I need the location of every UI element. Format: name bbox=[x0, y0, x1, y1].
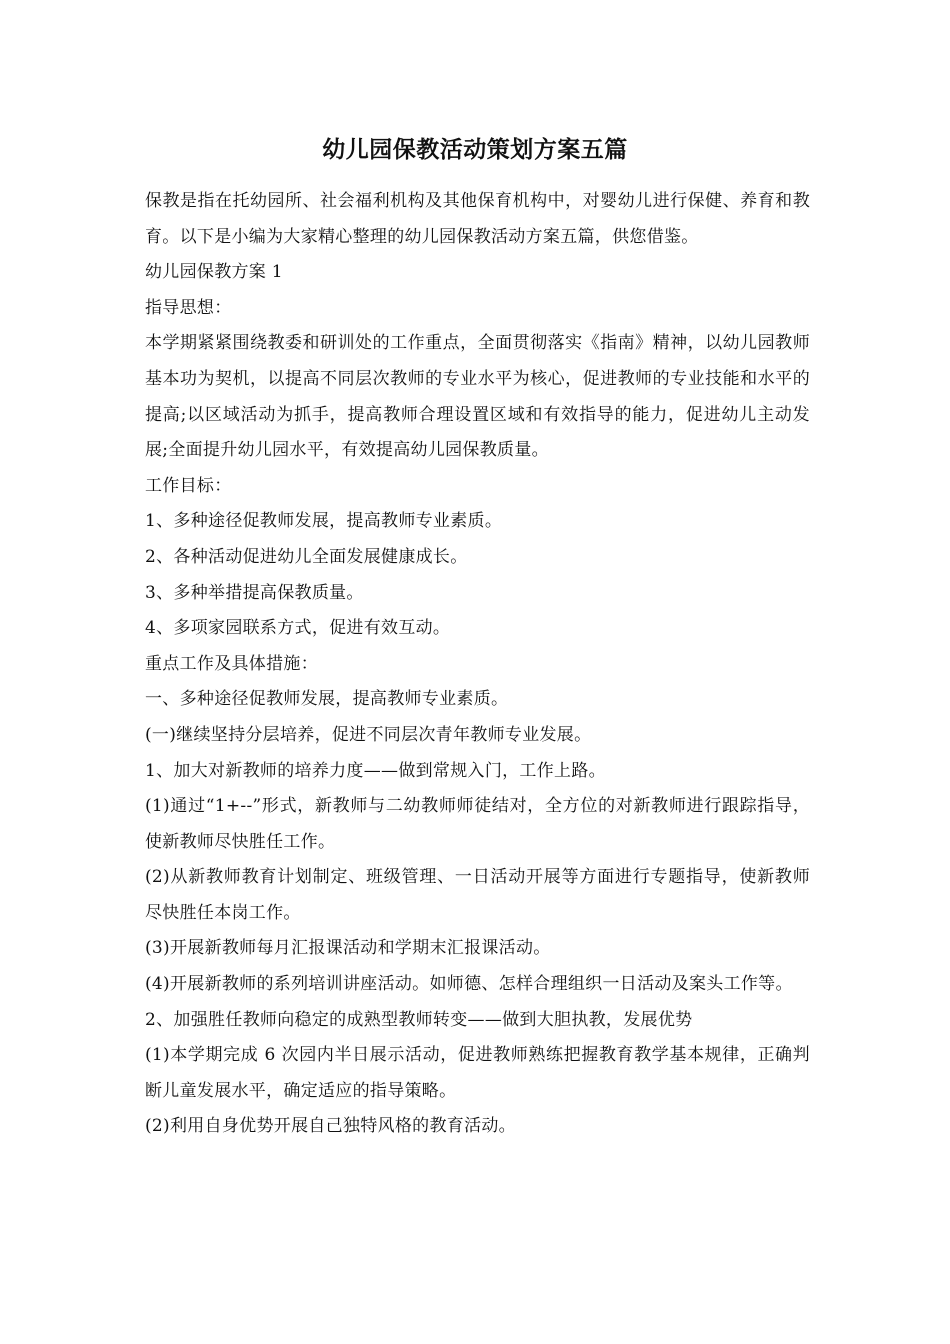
paragraph-plan-heading: 幼儿园保教方案 1 bbox=[145, 262, 283, 283]
paragraph-item-1-4: (4)开展新教师的系列培训讲座活动。如师德、怎样合理组织一日活动及案头工作等。 bbox=[145, 974, 793, 995]
paragraph-goals-heading: 工作目标： bbox=[145, 475, 232, 496]
paragraph-intro: 保教是指在托幼园所、社会福利机构及其他保育机构中，对婴幼儿进行保健、养育和教育。以下是小编为大家精心整理的幼儿园保教活动方案五篇，供您借鉴。 bbox=[145, 191, 810, 247]
paragraph-item-2-2: (2)利用自身优势开展自己独特风格的教育活动。 bbox=[145, 1116, 516, 1137]
paragraph-section-1: 一、多种途径促教师发展，提高教师专业素质。 bbox=[145, 689, 509, 710]
paragraph-goal-2: 2、各种活动促进幼儿全面发展健康成长。 bbox=[145, 546, 468, 567]
paragraph-item-1: 1、加大对新教师的培养力度——做到常规入门，工作上路。 bbox=[145, 760, 606, 781]
paragraph-item-1-2: (2)从新教师教育计划制定、班级管理、一日活动开展等方面进行专题指导，使新教师尽快胜任本岗工作。 bbox=[145, 867, 810, 923]
document-body bbox=[145, 184, 810, 1145]
paragraph-guiding-heading: 指导思想： bbox=[145, 297, 232, 318]
paragraph-guiding-text: 本学期紧紧围绕教委和研训处的工作重点，全面贯彻落实《指南》精神，以幼儿园教师基本功为契机，以提高不同层次教师的专业水平为核心，促进教师的专业技能和水平的提高;以区域活动为抓手，提高教师合理设置区域和有效指导的能力，促进幼儿主动发展;全面提升幼儿园水平，有效提高幼儿园保教质量。 bbox=[145, 333, 810, 461]
paragraph-measures-heading: 重点工作及具体措施： bbox=[145, 653, 318, 674]
paragraph-item-2: 2、加强胜任教师向稳定的成熟型教师转变——做到大胆执教，发展优势 bbox=[145, 1009, 693, 1030]
paragraph-subsection-1: (一)继续坚持分层培养，促进不同层次青年教师专业发展。 bbox=[145, 724, 592, 745]
paragraph-item-2-1: (1)本学期完成 6 次园内半日展示活动，促进教师熟练把握教育教学基本规律，正确判断儿童发展水平，确定适应的指导策略。 bbox=[145, 1045, 810, 1101]
paragraph-goal-3: 3、多种举措提高保教质量。 bbox=[145, 582, 364, 603]
paragraph-goal-4: 4、多项家园联系方式，促进有效互动。 bbox=[145, 618, 451, 639]
paragraph-item-1-3: (3)开展新教师每月汇报课活动和学期末汇报课活动。 bbox=[145, 938, 551, 959]
document-title: 幼儿园保教活动策划方案五篇 bbox=[322, 137, 628, 163]
paragraph-goal-1: 1、多种途径促教师发展，提高教师专业素质。 bbox=[145, 511, 503, 532]
paragraph-item-1-1: (1)通过“1+--”形式，新教师与二幼教师师徒结对，全方位的对新教师进行跟踪指导，使新教师尽快胜任工作。 bbox=[145, 796, 810, 852]
